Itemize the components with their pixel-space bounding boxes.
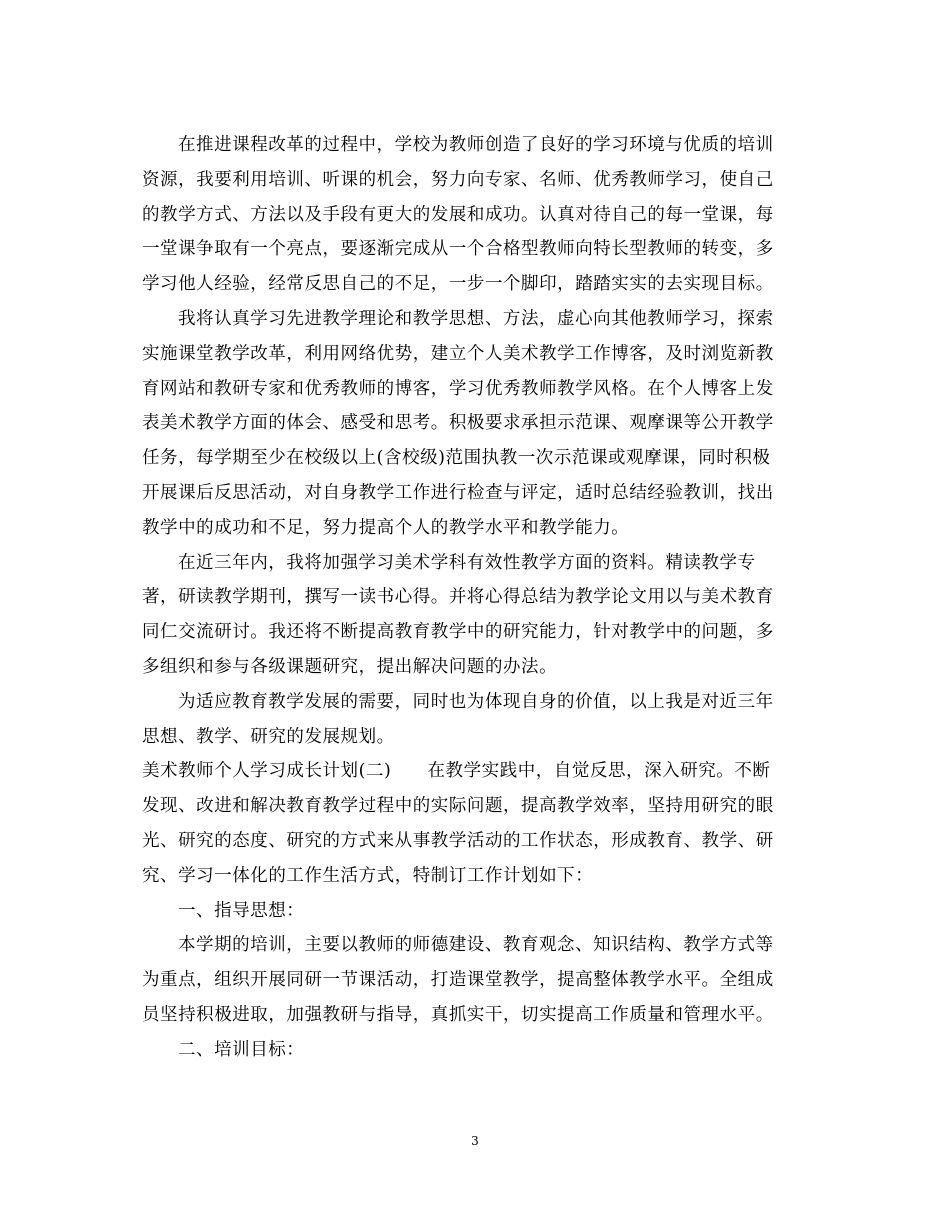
text-line: 在近三年内，我将加强学习美术学科有效性教学方面的资料。精读教学专 — [178, 552, 756, 573]
text-line: 任务，每学期至少在校级以上(含校级)范围执教一次示范课或观摩课，同时积极 — [142, 448, 771, 469]
text-line: 的教学方式、方法以及手段有更大的发展和成功。认真对待自己的每一堂课，每 — [142, 204, 774, 225]
text-line: 发现、改进和解决教育教学过程中的实际问题，提高教学效率，坚持用研究的眼 — [142, 796, 774, 817]
text-line: 员坚持积极进取，加强教研与指导，真抓实干，切实提高工作质量和管理水平。 — [142, 1004, 774, 1025]
text-line: 为适应教育教学发展的需要，同时也为体现自身的价值，以上我是对近三年 — [178, 691, 774, 712]
text-line: 在推进课程改革的过程中，学校为教师创造了良好的学习环境与优质的培训 — [178, 135, 774, 155]
text-line: 我将认真学习先进教学理论和教学思想、方法，虚心向其他教师学习，探索 — [178, 308, 774, 329]
text-line: 表美术教学方面的体会、感受和思考。积极要求承担示范课、观摩课等公开教学 — [142, 413, 774, 434]
text-line: 实施课堂教学改革，利用网络优势，建立个人美术教学工作博客，及时浏览新教 — [142, 343, 774, 364]
text-line: 著，研读教学期刊，撰写一读书心得。并将心得总结为教学论文用以与美术教育 — [142, 587, 774, 608]
text-line: 资源，我要利用培训、听课的机会，努力向专家、名师、优秀教师学习，使自己 — [142, 169, 774, 190]
text-line: 思想、教学、研究的发展规划。 — [142, 726, 395, 747]
text-line: 一堂课争取有一个亮点，要逐渐完成从一个合格型教师向特长型教师的转变，多 — [142, 239, 774, 260]
text-line: 光、研究的态度、研究的方式来从事教学活动的工作状态，形成教育、教学、研 — [142, 830, 774, 851]
text-line: 育网站和教研专家和优秀教师的博客，学习优秀教师教学风格。在个人博客上发 — [142, 378, 774, 399]
text-line: 教学中的成功和不足，努力提高个人的教学水平和教学能力。 — [142, 517, 630, 538]
section-heading: 二、培训目标： — [178, 1039, 305, 1060]
page-number: 3 — [471, 1134, 479, 1148]
text-line: 同仁交流研讨。我还将不断提高教育教学中的研究能力，针对教学中的问题，多 — [142, 622, 774, 643]
text-line: 本学期的培训，主要以教师的师德建设、教育观念、知识结构、教学方式等 — [178, 935, 774, 956]
text-line: 多组织和参与各级课题研究，提出解决问题的办法。 — [142, 656, 558, 677]
text-line: 开展课后反思活动，对自身教学工作进行检查与评定，适时总结经验教训，找出 — [142, 482, 774, 503]
text-line: 究、学习一体化的工作生活方式，特制订工作计划如下： — [142, 865, 594, 886]
text-line: 学习他人经验，经常反思自己的不足，一步一个脚印，踏踏实实的去实现目标。 — [142, 274, 774, 295]
text-line: 美术教师个人学习成长计划(二) 在教学实践中，自觉反思，深入研究。不断 — [142, 761, 771, 782]
section-heading: 一、指导思想： — [178, 900, 305, 921]
text-line: 为重点，组织开展同研一节课活动，打造课堂教学，提高整体教学水平。全组成 — [142, 970, 774, 991]
document-body — [142, 128, 810, 1068]
